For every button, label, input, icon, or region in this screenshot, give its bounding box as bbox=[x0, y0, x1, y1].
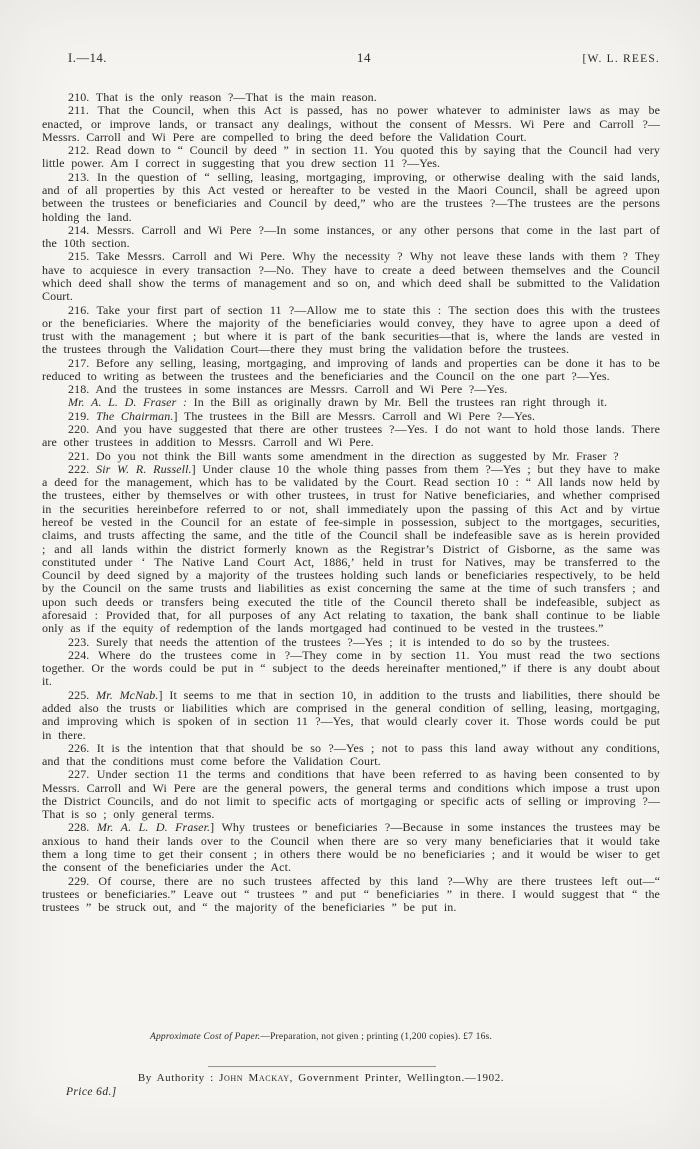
testimony-text: 229. Of course, there are no such trustees affected by this land ?—Why are there trustees left out—“ trustees or beneficiaries.” Leave out “ trustees ” and put “ beneficiaries ” in there. I would suggest that “ the trustees ” be struck out, and “ the majority of the beneficiaries ” be put in. bbox=[42, 873, 660, 915]
speaker-name: The Chairman. bbox=[96, 408, 174, 423]
testimony-paragraph bbox=[42, 821, 660, 874]
footer-divider bbox=[208, 1066, 436, 1067]
page-header bbox=[42, 50, 660, 66]
imprint-line bbox=[0, 1072, 642, 1084]
cost-of-paper-note bbox=[0, 1032, 642, 1042]
price-label: Price 6d.] bbox=[66, 1086, 117, 1098]
speaker-name: Approximate Cost of Paper. bbox=[149, 1032, 261, 1042]
page-number: 14 bbox=[356, 50, 372, 65]
testimony-text: 223. Surely that needs the attention of the trustees ?—Yes ; it is intended to do so by the trustees. bbox=[68, 634, 610, 649]
testimony-text: 214. Messrs. Carroll and Wi Pere ?—In some instances, or any other persons that come in the last part of the 10th section. bbox=[42, 222, 660, 251]
testimony-paragraph bbox=[42, 383, 660, 396]
speaker-name: Mr. McNab. bbox=[96, 687, 159, 702]
testimony-paragraph bbox=[42, 463, 660, 636]
testimony-text: 218. And the trustees in some instances are Messrs. Carroll and Wi Pere ?—Yes. bbox=[68, 382, 508, 397]
testimony-text: 220. And you have suggested that there are other trustees ?—Yes. I do not want to hold those lands. There are other trustees in addition to Messrs. Carroll and Wi Pere. bbox=[42, 422, 660, 450]
testimony-paragraph bbox=[42, 396, 660, 409]
speaker-name: Mr. A. L. D. Fraser : bbox=[68, 395, 188, 410]
testimony-text: ] It seems to me that in section 10, in addition to the trusts and liabilities, there should be added also the trusts or liabilities which are comprised in the general condition of selling, leasing, mortgaging, and improving which is spoken of in section 11 ?—Yes, that would clearly cover it. Those words could be put in there. bbox=[42, 687, 660, 742]
testimony-paragraph bbox=[42, 689, 660, 742]
speaker-name: Mr. A. L. D. Fraser. bbox=[96, 820, 211, 835]
paper-reference: I.—14. bbox=[68, 51, 108, 65]
testimony-text: 221. Do you not think the Bill wants some amendment in the direction as suggested by Mr. Fraser ? bbox=[68, 448, 619, 463]
testimony-paragraph bbox=[42, 649, 660, 689]
testimony-paragraph bbox=[42, 410, 660, 423]
testimony-paragraph bbox=[42, 144, 660, 171]
testimony-text: 213. In the question of “ selling, leasing, mortgaging, improving, or otherwise dealing with the said lands, and of all properties by this Act vested or hereafter to be vested in the Maori Council, shall be agreed upon between the trustees or beneficiaries and Council by deed,” who are the trustees ?—The trustees are the persons holding the land. bbox=[42, 169, 660, 224]
testimony-text: 210. That is the only reason ?—That is the main reason. bbox=[68, 91, 377, 104]
testimony-paragraph bbox=[42, 768, 660, 821]
testimony-paragraph bbox=[42, 104, 660, 144]
testimony-paragraph bbox=[42, 304, 660, 357]
testimony-text: 228. bbox=[68, 820, 97, 835]
testimony-text: 225. bbox=[68, 687, 97, 702]
testimony-text: 215. Take Messrs. Carroll and Wi Pere. Why the necessity ? Why not leave these lands with them ? They have to acquiesce in every transaction ?—No. They have to create a deed between themselves and the Council which deed shall show the terms of management and so on, and which deed shall be submitted to the Validation Court. bbox=[42, 249, 660, 304]
testimony-text: ] Why trustees or beneficiaries ?—Because in some instances the trustees may be anxious to hand their lands over to the Council when there are so very many beneficiaries that it would take them a long time to get their consent ; in others there would be no beneficiaries ; and it would be wiser to get the consent of the beneficiaries under the Act. bbox=[42, 820, 660, 875]
testimony-body bbox=[42, 91, 660, 1017]
testimony-text: In the Bill as originally drawn by Mr. Bell the trustees ran right through it. bbox=[187, 395, 608, 410]
imprint-text: , Government Printer, Wellington.—1902. bbox=[289, 1072, 505, 1084]
testimony-text: 217. Before any selling, leasing, mortgaging, and improving of lands and properties can be done it has to be reduced to writing as between the trustees and the beneficiaries and the Council on the one part ?—Yes. bbox=[42, 355, 660, 383]
testimony-paragraph bbox=[42, 250, 660, 303]
testimony-text: ] The trustees in the Bill are Messrs. Carroll and Wi Pere ?—Yes. bbox=[173, 408, 536, 423]
speaker-name: Sir W. R. Russell. bbox=[96, 461, 192, 476]
testimony-text: 219. bbox=[68, 408, 96, 423]
testimony-text: 212. Read down to “ Council by deed ” in section 11. You quoted this by saying that the Council had very little power. Am I correct in suggesting that you drew section 11 ?—Yes. bbox=[42, 143, 660, 171]
imprint-text: John Mackay bbox=[219, 1072, 290, 1084]
testimony-text: 222. bbox=[68, 461, 97, 476]
testimony-text: 227. Under section 11 the terms and conditions that have been referred to as having been consented to by Messrs. Carroll and Wi Pere are the general powers, the general terms and conditions which impose a trust upon the District Councils, and do not limit to specific acts of mortgaging or specific acts of selling or improving ?—That is so ; only general terms. bbox=[42, 767, 660, 822]
testimony-paragraph bbox=[42, 171, 660, 224]
testimony-paragraph bbox=[42, 742, 660, 769]
testimony-paragraph bbox=[42, 450, 660, 463]
testimony-text: 224. Where do the trustees come in ?—They come in by section 11. You must read the two sections together. Or the words could be put in “ subject to the deeds hereinafter mentioned,” if there is any doubt about it. bbox=[42, 647, 660, 689]
testimony-text: ] Under clause 10 the whole thing passes from them ?—Yes ; but they have to make a deed for the management, which has to be validated by the Court. Read section 10 : “ All lands now held by the trustees, either by themselves or with other trustees, in trust for Native beneficiaries, and whether comprised in the securities hereinbefore referred to or not, shall immediately upon the passing of this Act and by virtue hereof be vested in the Council for an estate of fee-simple in possession, subject to the mortgages, securities, claims, and trusts affecting the same, and the title of the Council shall be indefeasible save as is herein provided ; and all lands within the district formerly known as the Registrar’s District of Gisborne, as the same was constituted under ‘ The Native Land Court Act, 1886,’ held in trust for Natives, may be transferred to the Council by deed signed by a majority of the trustees holding such lands or beneficiaries respectively, to be held by the Council on the same trusts and liabilities as exist concerning the same at the time of such transfers ; and upon such deeds or transfers being executed the title of the Council thereto shall be indefeasible, subject as aforesaid : Provided that, for all purposes of any Act relating to taxation, the bank shall continue to be liable only as if the equity of redemption of the lands mortgaged had continued to be vested in the trustees.” bbox=[42, 461, 660, 636]
testimony-text: 226. It is the intention that that should be so ?—Yes ; not to pass this land away without any conditions, and that the conditions must come before the Validation Court. bbox=[42, 740, 660, 769]
witness-name: [W. L. REES. bbox=[582, 53, 661, 65]
testimony-paragraph bbox=[42, 357, 660, 384]
imprint-text: By Authority : bbox=[137, 1072, 220, 1084]
testimony-paragraph bbox=[42, 224, 660, 251]
testimony-text: 216. Take your first part of section 11 ?—Allow me to state this : The section does this with the trustees or the beneficiaries. Where the majority of the beneficiaries would convey, they have to agree upon a deed of trust with the management ; but where it is part of the bank securities—that is, where the lands are vested in the trustees through the Validation Court—there they must bring the validation before the trustees. bbox=[42, 302, 660, 357]
testimony-paragraph bbox=[42, 636, 660, 649]
testimony-paragraph bbox=[42, 423, 660, 450]
cost-text: —Preparation, not given ; printing (1,200 copies). £7 16s. bbox=[260, 1032, 493, 1042]
testimony-paragraph bbox=[42, 875, 660, 915]
testimony-paragraph bbox=[42, 91, 660, 104]
testimony-text: 211. That the Council, when this Act is passed, has no power whatever to administer laws as may be enacted, or improve lands, or transact any dealings, without the consent of Messrs. Wi Pere and Carroll ?—Messrs. Carroll and Wi Pere are compelled to bring the deed before the Validation Court. bbox=[42, 103, 660, 144]
